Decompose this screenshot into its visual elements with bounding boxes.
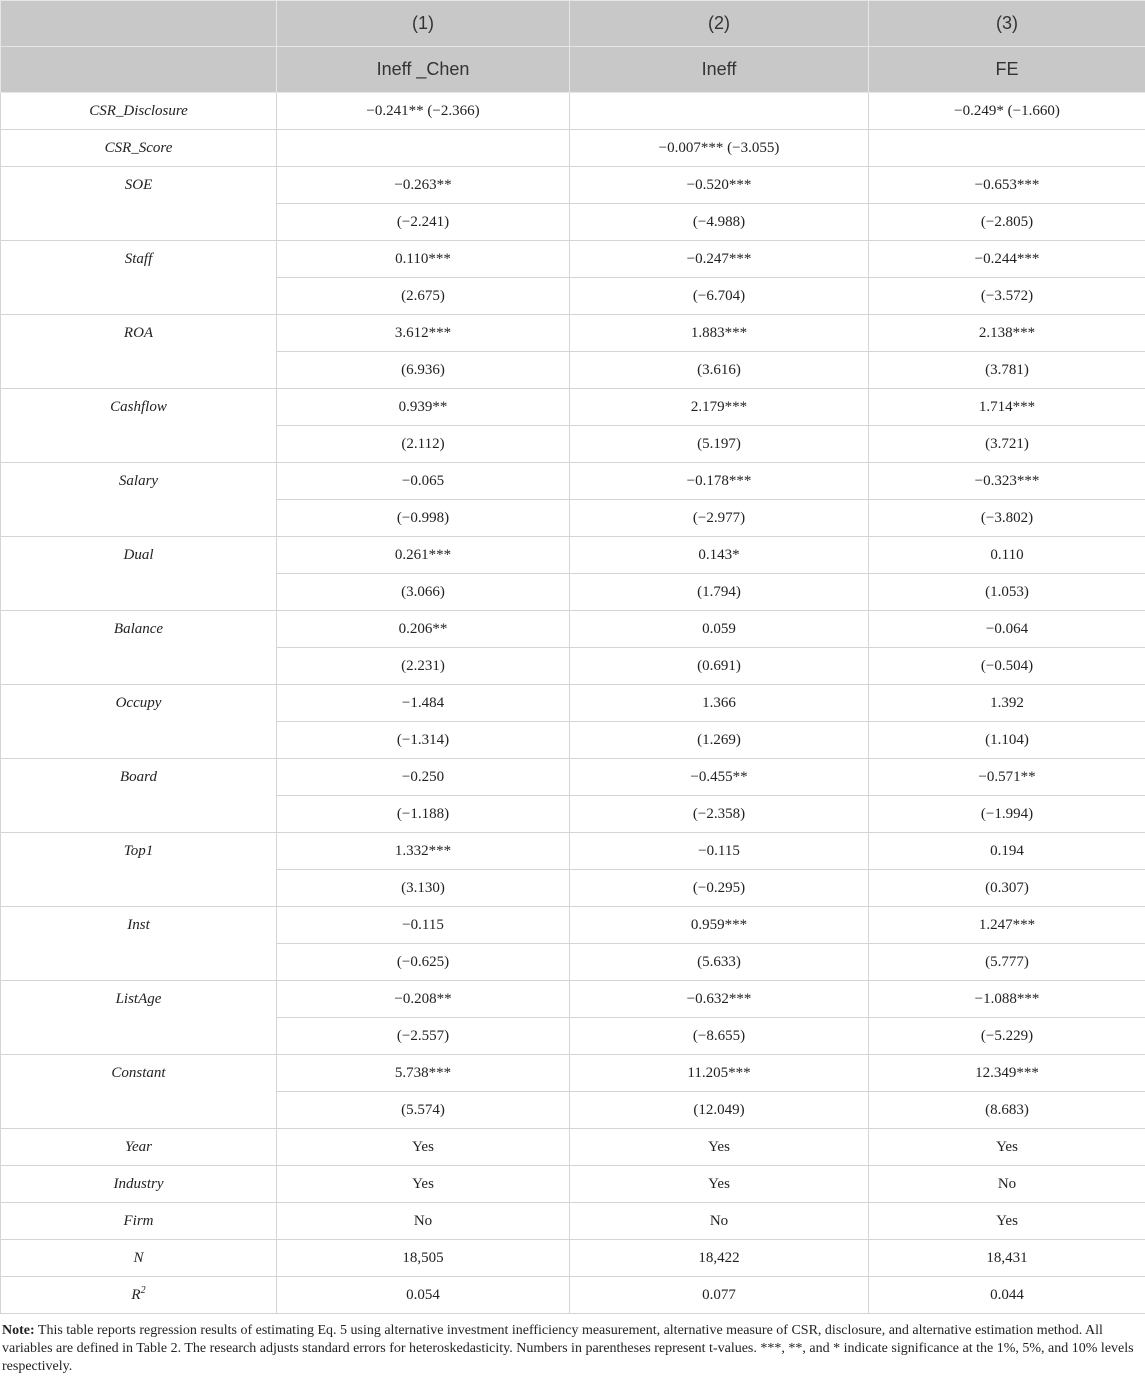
t-value-cell: (−1.994) (869, 796, 1145, 833)
header-corner-cell (1, 1, 277, 47)
variable-name-cell (1, 315, 277, 352)
t-value-cell: (12.049) (570, 1092, 869, 1129)
table-row (1, 1240, 1145, 1277)
coefficient-cell: 2.138*** (869, 315, 1145, 352)
coefficient-cell: 0.044 (869, 1277, 1145, 1314)
coefficient-cell: 0.110*** (277, 241, 570, 278)
t-value-cell: (3.130) (277, 870, 570, 907)
variable-name-cell-empty (1, 574, 277, 611)
coefficient-cell (570, 93, 869, 130)
table-row-t-values (1, 500, 1145, 537)
variable-name-cell (1, 759, 277, 796)
t-value-cell: (1.794) (570, 574, 869, 611)
t-value-cell: (5.197) (570, 426, 869, 463)
t-value-cell: (−0.504) (869, 648, 1145, 685)
header-model-number: (3) (869, 1, 1145, 47)
t-value-cell: (−4.988) (570, 204, 869, 241)
coefficient-cell: 18,505 (277, 1240, 570, 1277)
table-row (1, 1166, 1145, 1203)
t-value-cell: (−2.241) (277, 204, 570, 241)
table-row (1, 907, 1145, 944)
table-row-t-values (1, 426, 1145, 463)
variable-name-cell-empty (1, 1018, 277, 1055)
coefficient-cell: No (570, 1203, 869, 1240)
variable-name-cell-empty (1, 722, 277, 759)
table-row (1, 93, 1145, 130)
t-value-cell: (5.574) (277, 1092, 570, 1129)
variable-name: Constant (111, 1064, 166, 1081)
t-value-cell: (−8.655) (570, 1018, 869, 1055)
coefficient-cell: 3.612*** (277, 315, 570, 352)
t-value-cell: (−2.358) (570, 796, 869, 833)
table-row-t-values (1, 204, 1145, 241)
coefficient-cell: −0.247*** (570, 241, 869, 278)
table-row (1, 167, 1145, 204)
coefficient-cell: 12.349*** (869, 1055, 1145, 1092)
coefficient-cell: −0.323*** (869, 463, 1145, 500)
coefficient-cell: 11.205*** (570, 1055, 869, 1092)
coefficient-cell: −0.571** (869, 759, 1145, 796)
t-value-cell: (−2.977) (570, 500, 869, 537)
table-row-t-values (1, 944, 1145, 981)
coefficient-cell: −0.653*** (869, 167, 1145, 204)
header-corner-cell (1, 47, 277, 93)
t-value-cell: (3.066) (277, 574, 570, 611)
coefficient-cell: Yes (277, 1166, 570, 1203)
t-value-cell: (1.269) (570, 722, 869, 759)
variable-name-cell (1, 1277, 277, 1314)
header-row-model-numbers (1, 1, 1145, 47)
coefficient-cell: 0.077 (570, 1277, 869, 1314)
table-row (1, 537, 1145, 574)
coefficient-cell: Yes (869, 1129, 1145, 1166)
table-row-t-values (1, 796, 1145, 833)
variable-name: Cashflow (110, 398, 167, 415)
t-value-cell: (3.781) (869, 352, 1145, 389)
t-value-cell: (1.104) (869, 722, 1145, 759)
variable-name: Firm (123, 1212, 154, 1229)
variable-name: SOE (124, 176, 153, 193)
coefficient-cell: 18,431 (869, 1240, 1145, 1277)
coefficient-cell: 0.059 (570, 611, 869, 648)
variable-name-cell (1, 833, 277, 870)
variable-name-cell (1, 611, 277, 648)
variable-name-cell (1, 167, 277, 204)
coefficient-cell: 0.206** (277, 611, 570, 648)
table-row-t-values (1, 278, 1145, 315)
variable-name: ROA (123, 324, 154, 341)
variable-name: R (131, 1286, 141, 1303)
coefficient-cell: −0.249* (−1.660) (869, 93, 1145, 130)
coefficient-cell: 1.392 (869, 685, 1145, 722)
t-value-cell: (5.633) (570, 944, 869, 981)
variable-name-cell (1, 1166, 277, 1203)
table-row (1, 685, 1145, 722)
table-row (1, 389, 1145, 426)
variable-name: ListAge (115, 990, 162, 1007)
t-value-cell: (−0.295) (570, 870, 869, 907)
t-value-cell: (−1.188) (277, 796, 570, 833)
variable-name-cell-empty (1, 796, 277, 833)
table-row (1, 1203, 1145, 1240)
coefficient-cell: 1.247*** (869, 907, 1145, 944)
t-value-cell: (−3.802) (869, 500, 1145, 537)
table-row-t-values (1, 352, 1145, 389)
variable-name: Top1 (123, 842, 154, 859)
variable-name-cell (1, 389, 277, 426)
t-value-cell: (−5.229) (869, 1018, 1145, 1055)
variable-name-cell-empty (1, 1092, 277, 1129)
table-row (1, 315, 1145, 352)
coefficient-cell: 0.261*** (277, 537, 570, 574)
t-value-cell: (2.231) (277, 648, 570, 685)
table-row (1, 1129, 1145, 1166)
variable-name-cell (1, 1240, 277, 1277)
coefficient-cell: Yes (869, 1203, 1145, 1240)
table-row (1, 833, 1145, 870)
variable-name: Salary (118, 472, 159, 489)
coefficient-cell: Yes (277, 1129, 570, 1166)
t-value-cell: (−1.314) (277, 722, 570, 759)
variable-name-cell (1, 1129, 277, 1166)
t-value-cell: (−0.625) (277, 944, 570, 981)
coefficient-cell: 5.738*** (277, 1055, 570, 1092)
variable-name-cell (1, 130, 277, 167)
table-row-t-values (1, 574, 1145, 611)
coefficient-cell: No (277, 1203, 570, 1240)
coefficient-cell: −0.455** (570, 759, 869, 796)
coefficient-cell: −0.632*** (570, 981, 869, 1018)
t-value-cell: (8.683) (869, 1092, 1145, 1129)
variable-name-cell-empty (1, 352, 277, 389)
header-dependent-variable: FE (869, 47, 1145, 93)
t-value-cell: (3.721) (869, 426, 1145, 463)
variable-name-cell (1, 981, 277, 1018)
header-model-number: (2) (570, 1, 869, 47)
coefficient-cell: Yes (570, 1129, 869, 1166)
variable-name-cell-empty (1, 500, 277, 537)
coefficient-cell: −0.064 (869, 611, 1145, 648)
coefficient-cell (277, 130, 570, 167)
t-value-cell: (−6.704) (570, 278, 869, 315)
header-row-dependent-variables (1, 47, 1145, 93)
coefficient-cell: 0.054 (277, 1277, 570, 1314)
variable-name-cell-empty (1, 648, 277, 685)
table-row (1, 241, 1145, 278)
coefficient-cell: 1.332*** (277, 833, 570, 870)
table-row (1, 1277, 1145, 1314)
table-row (1, 130, 1145, 167)
coefficient-cell: 0.959*** (570, 907, 869, 944)
t-value-cell: (−2.557) (277, 1018, 570, 1055)
variable-name: Balance (113, 620, 164, 637)
t-value-cell: (2.675) (277, 278, 570, 315)
variable-name: Board (120, 768, 157, 785)
variable-name: CSR_Score (104, 139, 173, 156)
coefficient-cell: 0.143* (570, 537, 869, 574)
table-row-t-values (1, 870, 1145, 907)
t-value-cell: (1.053) (869, 574, 1145, 611)
coefficient-cell: No (869, 1166, 1145, 1203)
table-body (1, 93, 1145, 1314)
table-row (1, 1055, 1145, 1092)
variable-name: Year (125, 1138, 152, 1155)
t-value-cell: (−2.805) (869, 204, 1145, 241)
variable-name: Occupy (115, 694, 162, 711)
t-value-cell: (3.616) (570, 352, 869, 389)
variable-name-cell (1, 1055, 277, 1092)
coefficient-cell: 1.714*** (869, 389, 1145, 426)
table-row-t-values (1, 648, 1145, 685)
coefficient-cell: 2.179*** (570, 389, 869, 426)
variable-name: Industry (113, 1175, 164, 1192)
coefficient-cell: −0.065 (277, 463, 570, 500)
table-row (1, 981, 1145, 1018)
coefficient-cell: 1.366 (570, 685, 869, 722)
variable-name-cell (1, 537, 277, 574)
coefficient-cell: −0.115 (570, 833, 869, 870)
variable-superscript: 2 (140, 1284, 146, 1296)
note-label: Note: (2, 1323, 35, 1338)
table-header (1, 1, 1145, 93)
t-value-cell: (0.691) (570, 648, 869, 685)
variable-name-cell (1, 463, 277, 500)
coefficient-cell: −0.178*** (570, 463, 869, 500)
variable-name: N (133, 1249, 144, 1266)
coefficient-cell: 0.110 (869, 537, 1145, 574)
coefficient-cell: Yes (570, 1166, 869, 1203)
header-dependent-variable: Ineff (570, 47, 869, 93)
variable-name-cell (1, 1203, 277, 1240)
t-value-cell: (2.112) (277, 426, 570, 463)
coefficient-cell: −0.241** (−2.366) (277, 93, 570, 130)
coefficient-cell: 18,422 (570, 1240, 869, 1277)
coefficient-cell: 1.883*** (570, 315, 869, 352)
variable-name-cell (1, 241, 277, 278)
variable-name: Staff (124, 250, 153, 267)
t-value-cell: (5.777) (869, 944, 1145, 981)
header-model-number: (1) (277, 1, 570, 47)
variable-name: CSR_Disclosure (89, 102, 188, 119)
coefficient-cell: −0.007*** (−3.055) (570, 130, 869, 167)
t-value-cell: (0.307) (869, 870, 1145, 907)
coefficient-cell: −1.484 (277, 685, 570, 722)
coefficient-cell: 0.939** (277, 389, 570, 426)
coefficient-cell: −0.208** (277, 981, 570, 1018)
coefficient-cell: −0.263** (277, 167, 570, 204)
table-row (1, 611, 1145, 648)
coefficient-cell: −1.088*** (869, 981, 1145, 1018)
variable-name: Inst (127, 916, 150, 933)
table-note (0, 1314, 1145, 1376)
variable-name-cell (1, 93, 277, 130)
table-row-t-values (1, 722, 1145, 759)
variable-name-cell-empty (1, 944, 277, 981)
table-row-t-values (1, 1018, 1145, 1055)
t-value-cell: (−3.572) (869, 278, 1145, 315)
coefficient-cell: −0.115 (277, 907, 570, 944)
header-dependent-variable: Ineff _Chen (277, 47, 570, 93)
variable-name-cell-empty (1, 870, 277, 907)
coefficient-cell: −0.250 (277, 759, 570, 796)
table-row (1, 463, 1145, 500)
t-value-cell: (6.936) (277, 352, 570, 389)
variable-name-cell-empty (1, 426, 277, 463)
coefficient-cell: −0.520*** (570, 167, 869, 204)
t-value-cell: (−0.998) (277, 500, 570, 537)
variable-name-cell-empty (1, 204, 277, 241)
coefficient-cell: 0.194 (869, 833, 1145, 870)
note-text: This table reports regression results of estimating Eq. 5 using alternative investment inefficiency measurement, alternative measure of CSR, disclosure, and alternative estimation method. All variables are defined in Table 2. The research adjusts standard errors for heteroskedasticity. Numbers in parentheses represent t-values. ***, **, and * indicate significance at the 1%, 5%, and 10% levels respectively. (2, 1323, 1134, 1374)
table-row-t-values (1, 1092, 1145, 1129)
variable-name-cell (1, 907, 277, 944)
variable-name-cell (1, 685, 277, 722)
coefficient-cell: −0.244*** (869, 241, 1145, 278)
variable-name-cell-empty (1, 278, 277, 315)
coefficient-cell (869, 130, 1145, 167)
table-row (1, 759, 1145, 796)
variable-name: Dual (123, 546, 154, 563)
